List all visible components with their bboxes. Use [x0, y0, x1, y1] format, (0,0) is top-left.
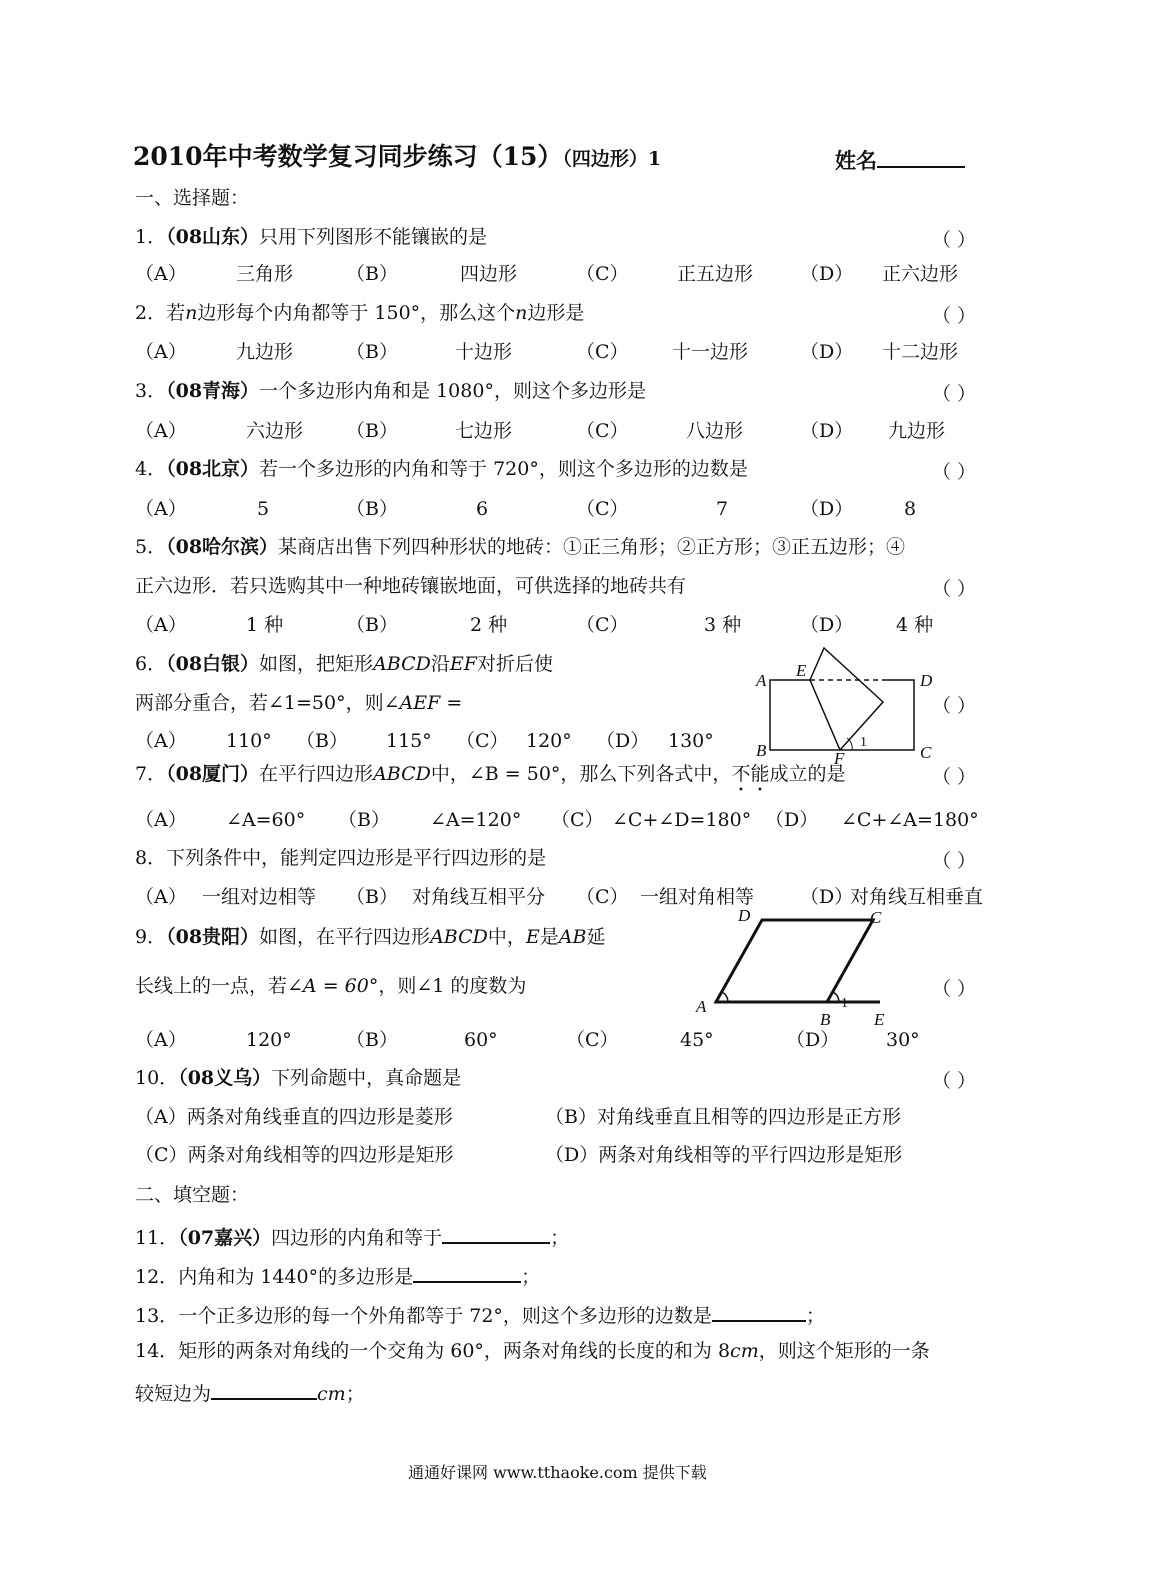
q7-opt-c: ∠C+∠D=180°	[612, 809, 752, 831]
q12: 12．内角和为 1440°的多边形是 ；	[135, 1261, 540, 1289]
q7-stem: 7．（08厦门）在平行四边形ABCD中，∠B = 50°，那么下列各式中，不能成立的是	[135, 763, 846, 785]
q6-label-1: 1	[860, 735, 867, 750]
q14-line1: 14．矩形的两条对角线的一个交角为 60°，两条对角线的长度的和为 8cm，则这个矩形的一条	[135, 1340, 930, 1362]
q3-opt-c-label: （C）	[576, 420, 629, 442]
q1-opt-a-label: （A）	[135, 263, 187, 285]
q3-opt-d: 九边形	[888, 420, 946, 442]
q5-stem-line1: 5．（08哈尔滨）某商店出售下列四种形状的地砖：①正三角形；②正方形；③正五边形；④	[135, 536, 906, 558]
q7-opt-b: ∠A=120°	[430, 809, 522, 831]
q9-opt-d: 30°	[886, 1029, 920, 1051]
q6-opt-c-label: （C）	[456, 730, 509, 752]
q5-opt-c: 3 种	[704, 614, 742, 636]
q1-opt-d-label: （D）	[800, 263, 854, 285]
q6-label-a: A	[756, 671, 767, 690]
q6-opt-d: 130°	[668, 730, 714, 752]
q3-opt-a-label: （A）	[135, 420, 187, 442]
q9-opt-d-label: （D）	[786, 1029, 840, 1051]
q1-opt-a: 三角形	[236, 263, 294, 285]
q5-opt-d: 4 种	[896, 614, 934, 636]
q9-opt-b: 60°	[464, 1029, 498, 1051]
q5-opt-c-label: （C）	[576, 614, 629, 636]
q4-opt-a: 5	[257, 498, 270, 520]
q8-stem: 8．下列条件中，能判定四边形是平行四边形的是	[135, 847, 547, 869]
q9-opt-a: 120°	[246, 1029, 292, 1051]
q1-opt-d: 正六边形	[882, 263, 959, 285]
q9-opt-c: 45°	[680, 1029, 714, 1051]
q3-opt-c: 八边形	[686, 420, 744, 442]
q3-opt-d-label: （D）	[800, 420, 854, 442]
q1-opt-b-label: （B）	[346, 263, 398, 285]
q2-opt-b: 十边形	[455, 341, 513, 363]
q6-stem-line2: 两部分重合，若∠1=50°，则∠AEF =	[135, 692, 463, 714]
q6-figure	[748, 640, 948, 765]
q2-stem: 2．若n边形每个内角都等于 150°，那么这个n边形是	[135, 302, 585, 324]
q7-answer-paren[interactable]: （ ）	[932, 766, 977, 788]
q4-answer-paren[interactable]: （ ）	[932, 461, 977, 483]
q12-answer-blank[interactable]	[413, 1261, 521, 1283]
q6-opt-c: 120°	[526, 730, 572, 752]
q4-opt-b-label: （B）	[346, 498, 398, 520]
q7-opt-a-label: （A）	[135, 809, 187, 831]
q10-opt-d: （D）两条对角线相等的平行四边形是矩形	[545, 1144, 903, 1166]
q7-opt-c-label: （C）	[551, 809, 604, 831]
q6-label-d: D	[920, 671, 933, 690]
q2-opt-d: 十二边形	[882, 341, 959, 363]
q6-label-c: C	[920, 743, 932, 762]
q3-opt-a: 六边形	[246, 420, 304, 442]
q7-opt-b-label: （B）	[338, 809, 390, 831]
q9-parallelogram	[716, 920, 873, 1002]
q5-opt-a: 1 种	[246, 614, 284, 636]
q10-stem: 10．（08义乌）下列命题中，真命题是	[135, 1067, 462, 1089]
q8-opt-c: 一组对角相等	[640, 886, 755, 908]
q14-answer-blank[interactable]	[211, 1378, 317, 1400]
q6-rectangle	[770, 680, 914, 750]
q9-answer-paren[interactable]: （ ）	[932, 978, 977, 1000]
name-field	[835, 145, 965, 175]
q9-stem-line2: 长线上的一点，若∠A = 60°，则∠1 的度数为	[135, 975, 527, 997]
q6-opt-a-label: （A）	[135, 730, 187, 752]
q8-opt-a-label: （A）	[135, 886, 187, 908]
section-fill-in: 二、填空题：	[135, 1184, 250, 1206]
q7-opt-d: ∠C+∠A=180°	[841, 809, 979, 831]
q9-opt-b-label: （B）	[346, 1029, 398, 1051]
q4-opt-c: 7	[716, 498, 729, 520]
q6-opt-b-label: （B）	[296, 730, 348, 752]
q1-stem: 1．（08山东）只用下列图形不能镶嵌的是	[135, 226, 488, 248]
q4-opt-d: 8	[904, 498, 917, 520]
q4-opt-c-label: （C）	[576, 498, 629, 520]
title-main: 2010年中考数学复习同步练习（15）	[133, 142, 563, 171]
q1-answer-paren[interactable]: （ ）	[932, 229, 977, 251]
q6-stem-line1: 6．（08白银）如图，把矩形ABCD沿EF对折后使	[135, 653, 553, 675]
q9-label-1: 1	[841, 996, 848, 1011]
q5-stem-line2: 正六边形．若只选购其中一种地砖镶嵌地面，可供选择的地砖共有	[135, 575, 687, 597]
q7-opt-a: ∠A=60°	[226, 809, 306, 831]
q10-opt-a: （A）两条对角线垂直的四边形是菱形	[135, 1106, 453, 1128]
q6-opt-a: 110°	[226, 730, 272, 752]
q9-label-c: C	[870, 908, 882, 927]
q1-opt-c: 正五边形	[677, 263, 754, 285]
q9-stem-line1: 9．（08贵阳）如图，在平行四边形ABCD中，E是AB延	[135, 926, 606, 948]
q2-opt-c-label: （C）	[576, 341, 629, 363]
q13-answer-blank[interactable]	[712, 1300, 806, 1322]
q4-opt-b: 6	[476, 498, 489, 520]
q10-answer-paren[interactable]: （ ）	[932, 1070, 977, 1092]
q6-answer-paren[interactable]: （ ）	[932, 695, 977, 717]
q11: 11．（07嘉兴）四边形的内角和等于 ；	[135, 1222, 569, 1250]
q2-opt-a: 九边形	[236, 341, 294, 363]
q4-stem: 4．（08北京）若一个多边形的内角和等于 720°，则这个多边形的边数是	[135, 458, 748, 480]
q5-opt-d-label: （D）	[800, 614, 854, 636]
q5-opt-b: 2 种	[470, 614, 508, 636]
q9-label-a: A	[696, 997, 707, 1016]
name-blank[interactable]	[877, 146, 965, 168]
q9-opt-c-label: （C）	[566, 1029, 619, 1051]
name-label: 姓名	[835, 148, 877, 173]
q8-opt-b: 对角线互相平分	[412, 886, 546, 908]
q4-opt-d-label: （D）	[800, 498, 854, 520]
q3-opt-b-label: （B）	[346, 420, 398, 442]
q1-opt-b: 四边形	[460, 263, 518, 285]
q3-opt-b: 七边形	[455, 420, 513, 442]
q4-opt-a-label: （A）	[135, 498, 187, 520]
q6-angle-1-arc	[847, 738, 852, 750]
q5-opt-b-label: （B）	[346, 614, 398, 636]
q9-figure	[690, 905, 900, 1030]
q9-label-b: B	[820, 1010, 831, 1029]
q6-label-e: E	[796, 661, 807, 680]
q9-opt-a-label: （A）	[135, 1029, 187, 1051]
q13: 13．一个正多边形的每一个外角都等于 72°，则这个多边形的边数是 ；	[135, 1300, 825, 1328]
q6-opt-b: 115°	[386, 730, 432, 752]
footer: 通通好课网 www.tthaoke.com 提供下载	[408, 1463, 707, 1482]
q9-label-e: E	[874, 1010, 885, 1029]
q8-opt-a: 一组对边相等	[202, 886, 317, 908]
q7-opt-d-label: （D）	[765, 809, 819, 831]
q10-opt-b: （B）对角线垂直且相等的四边形是正方形	[545, 1106, 901, 1128]
q8-answer-paren[interactable]: （ ）	[932, 850, 977, 872]
q2-answer-paren[interactable]: （ ）	[932, 305, 977, 327]
q8-opt-b-label: （B）	[346, 886, 398, 908]
q2-opt-b-label: （B）	[346, 341, 398, 363]
q8-opt-d-label: （D）	[800, 886, 854, 908]
q10-opt-c: （C）两条对角线相等的四边形是矩形	[135, 1144, 454, 1166]
q3-stem: 3．（08青海）一个多边形内角和是 1080°，则这个多边形是	[135, 380, 646, 402]
q3-answer-paren[interactable]: （ ）	[932, 383, 977, 405]
title-sub: （四边形）1	[562, 148, 662, 170]
q5-opt-a-label: （A）	[135, 614, 187, 636]
q2-opt-a-label: （A）	[135, 341, 187, 363]
q14-line2: 较短边为 cm；	[135, 1378, 365, 1406]
q11-answer-blank[interactable]	[442, 1222, 550, 1244]
q2-opt-c: 十一边形	[672, 341, 749, 363]
q6-label-b: B	[756, 741, 767, 760]
q5-answer-paren[interactable]: （ ）	[932, 578, 977, 600]
q8-opt-d: 对角线互相垂直	[850, 886, 984, 908]
q2-opt-d-label: （D）	[800, 341, 854, 363]
q1-opt-c-label: （C）	[576, 263, 629, 285]
section-choice: 一、选择题：	[135, 187, 250, 209]
page-title	[133, 141, 661, 175]
q6-opt-d-label: （D）	[596, 730, 650, 752]
q8-opt-c-label: （C）	[576, 886, 629, 908]
q9-label-d: D	[738, 906, 751, 925]
q6-folded-flap	[810, 648, 883, 750]
q6-label-f: F	[834, 749, 845, 765]
